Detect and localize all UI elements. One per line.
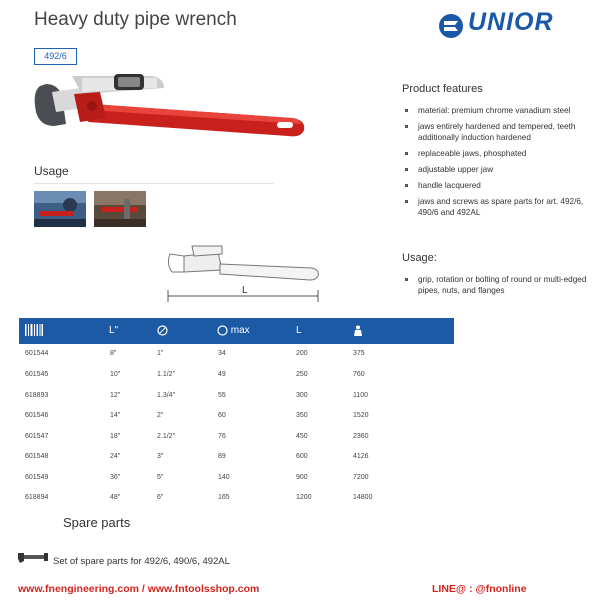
- table-row: 601548 24" 3" 89 600 4126: [25, 453, 369, 460]
- usage-list-heading: Usage:: [402, 252, 437, 264]
- weight-icon: [353, 318, 363, 344]
- spare-parts-icon: [16, 551, 50, 565]
- footer-line-id[interactable]: LINE@ : @fnonline: [432, 583, 527, 595]
- article-number: 492/6: [34, 48, 77, 65]
- feature-item: jaws entirely hardened and tempered, teeth additionally induction hardened: [402, 121, 592, 143]
- length-label: L: [242, 285, 248, 296]
- footer-websites[interactable]: www.fnengineering.com / www.fntoolsshop.com: [18, 583, 260, 595]
- features-heading: Product features: [402, 83, 483, 95]
- brand-name: UNIOR: [468, 8, 554, 36]
- col-max-header: [217, 318, 250, 344]
- spare-parts-heading: Spare parts: [63, 515, 131, 530]
- max-label: max: [230, 325, 250, 336]
- unior-logo-mark: [439, 14, 463, 38]
- table-row: 618893 12" 1.3/4" 55 300 1100: [25, 392, 369, 399]
- table-row: 601549 36" 5" 140 900 7200: [25, 474, 369, 481]
- feature-item: jaws and screws as spare parts for art. 492/6, 490/6 and 492AL: [402, 196, 592, 218]
- wrench-dimension-diagram: [162, 242, 324, 304]
- usage-item: grip, rotation or bolting of round or multi-edged pipes, nuts, and flanges: [402, 274, 592, 296]
- feature-item: adjustable upper jaw: [402, 164, 592, 175]
- pipe-wrench-photo: [22, 66, 307, 146]
- table-row: 618894 48" 6" 165 1200 14800: [25, 494, 373, 501]
- table-header: [19, 318, 454, 344]
- table-row: 601546 14" 2" 60 350 1520: [25, 412, 369, 419]
- table-row: 601545 10" 1.1/2" 49 250 760: [25, 371, 365, 378]
- usage-photo-1: [34, 191, 86, 227]
- feature-item: replaceable jaws, phosphated: [402, 148, 592, 159]
- usage-list: [402, 252, 592, 296]
- divider: [34, 183, 274, 184]
- spare-parts-text: Set of spare parts for 492/6, 490/6, 492AL: [53, 556, 230, 567]
- col-length-header: L: [296, 325, 302, 336]
- product-features: [402, 83, 592, 223]
- page-title: Heavy duty pipe wrench: [34, 9, 237, 30]
- feature-item: handle lacquered: [402, 180, 592, 191]
- col-size-header: L": [109, 325, 119, 336]
- feature-item: material: premium chrome vanadium steel: [402, 105, 592, 116]
- pipe-diameter-icon: [157, 318, 168, 344]
- usage-photo-2: [94, 191, 146, 227]
- usage-heading: Usage: [34, 164, 69, 178]
- table-row: 601544 8" 1" 34 200 375: [25, 350, 365, 357]
- barcode-icon: [25, 318, 43, 344]
- table-row: 601547 18" 2.1/2" 76 450 2360: [25, 433, 369, 440]
- jaw-opening-icon: [217, 325, 228, 336]
